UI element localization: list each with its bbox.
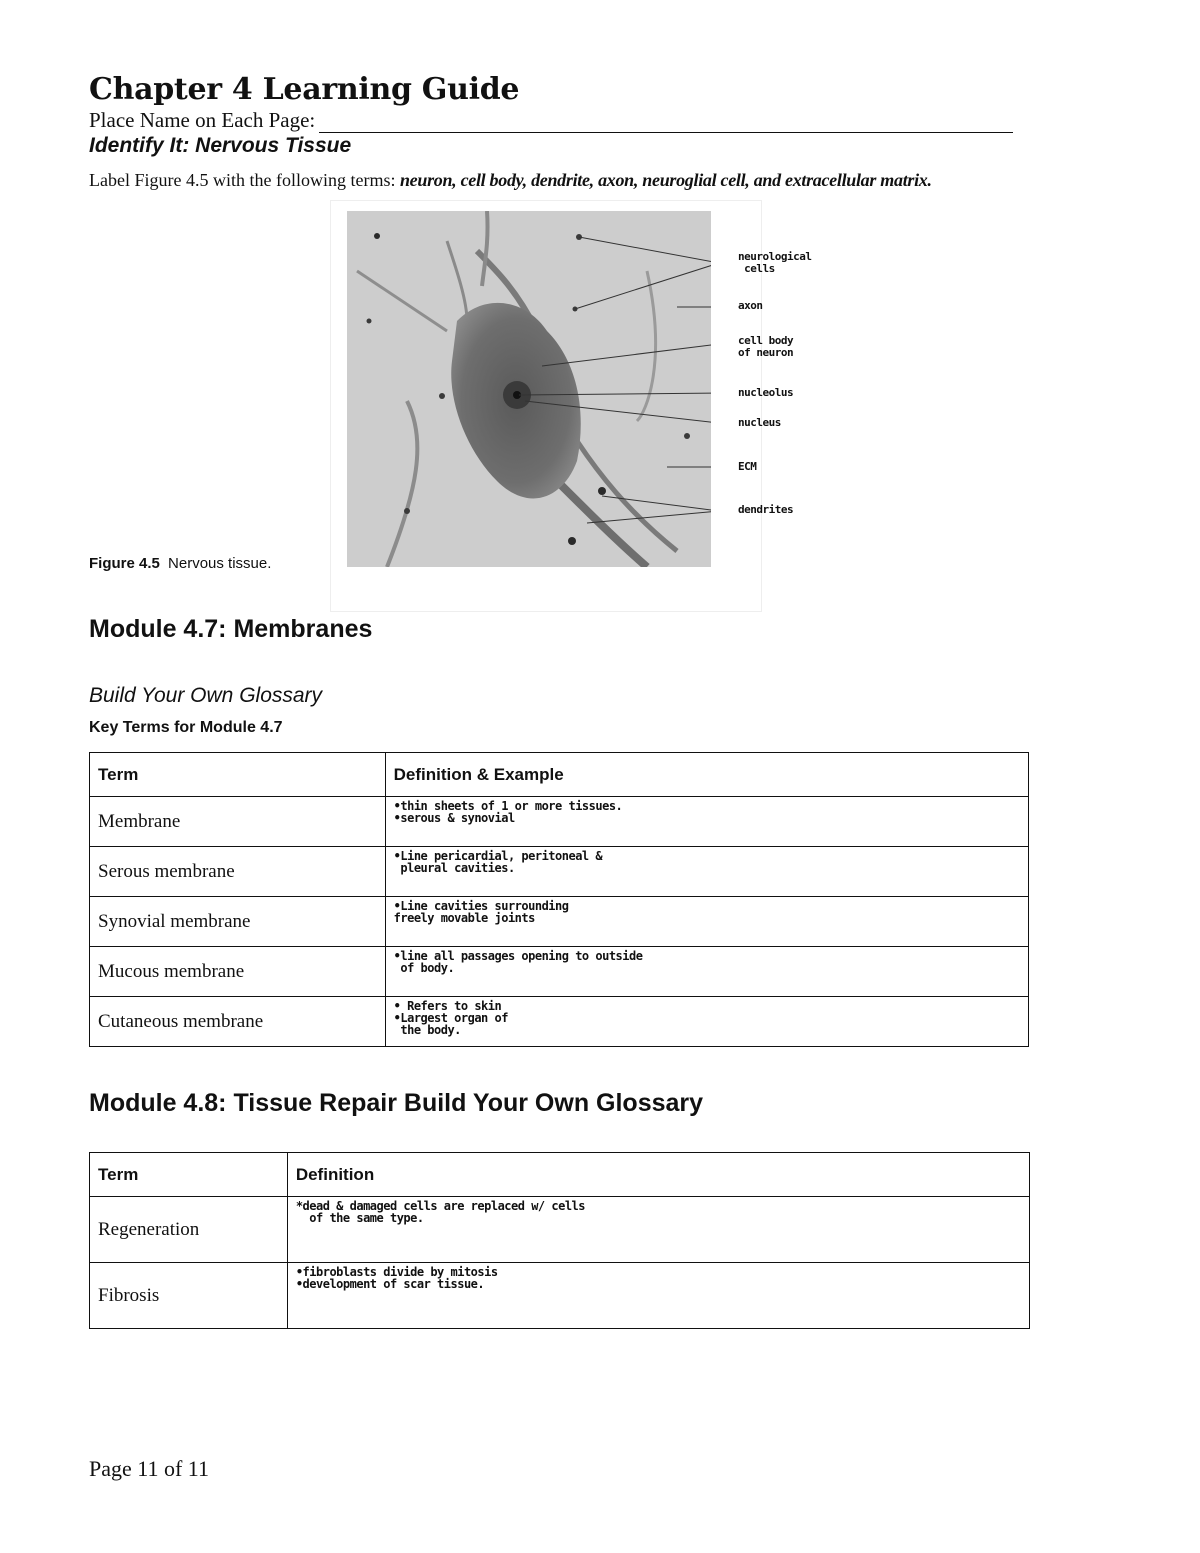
definition-cell[interactable] <box>385 947 1028 997</box>
page-number: Page 11 of 11 <box>89 1456 209 1481</box>
table-header-row <box>90 753 1029 797</box>
term-cell: Synovial membrane <box>90 897 386 947</box>
definition-line: •Line pericardial, peritoneal & <box>393 849 603 863</box>
name-line <box>89 108 1013 133</box>
definition-column-header: Definition <box>287 1153 1029 1197</box>
definition-cell[interactable] <box>287 1263 1029 1329</box>
glossary-title: Build Your Own Glossary <box>89 684 323 707</box>
term-cell: Membrane <box>90 797 386 847</box>
nervous-tissue-micrograph <box>347 211 711 567</box>
figure-label-neuroglial: neurological cells <box>738 250 812 275</box>
term-cell: Fibrosis <box>90 1263 288 1329</box>
table-row <box>90 947 1029 997</box>
definition-line: pleural cavities. <box>393 861 515 875</box>
figure-label-cell-body: cell body of neuron <box>738 334 794 359</box>
figure-label-dendrites: dendrites <box>738 503 794 516</box>
definition-line: freely movable joints <box>393 911 535 925</box>
definition-cell[interactable] <box>385 997 1028 1047</box>
instruction-terms: neuron, cell body, dendrite, axon, neuroglial cell, and extracellular matrix. <box>399 170 932 190</box>
definition-line: of the same type. <box>295 1211 424 1225</box>
figure-label-ecm: ECM <box>738 460 757 473</box>
definition-line: of body. <box>393 961 455 975</box>
definition-cell[interactable] <box>385 847 1028 897</box>
table-row <box>90 997 1029 1047</box>
definition-line: •fibroblasts divide by mitosis <box>295 1265 498 1279</box>
definition-cell[interactable] <box>287 1197 1029 1263</box>
definition-cell[interactable] <box>385 897 1028 947</box>
name-blank[interactable] <box>319 110 1013 133</box>
table-header-row <box>90 1153 1030 1197</box>
term-column-header: Term <box>90 1153 288 1197</box>
definition-line: •development of scar tissue. <box>295 1277 485 1291</box>
term-cell: Cutaneous membrane <box>90 997 386 1047</box>
term-column-header: Term <box>90 753 386 797</box>
membranes-glossary-table <box>89 752 1029 1047</box>
name-prompt: Place Name on Each Page: <box>89 108 316 132</box>
section-title: Identify It: Nervous Tissue <box>89 134 352 157</box>
figure-label-axon: axon <box>738 299 763 312</box>
table-row <box>90 1263 1030 1329</box>
instruction-prefix: Label Figure 4.5 with the following terms: <box>89 170 396 190</box>
module-4-8-heading: Module 4.8: Tissue Repair Build Your Own Glossary <box>89 1089 704 1117</box>
figure-caption-text: Nervous tissue. <box>168 555 272 572</box>
term-cell: Regeneration <box>90 1197 288 1263</box>
definition-line: •line all passages opening to outside <box>393 949 643 963</box>
table-row <box>90 897 1029 947</box>
module-4-7-heading: Module 4.7: Membranes <box>89 615 373 643</box>
definition-line: the body. <box>393 1023 461 1037</box>
definition-column-header: Definition & Example <box>385 753 1028 797</box>
table-row <box>90 1197 1030 1263</box>
definition-line: •thin sheets of 1 or more tissues. <box>393 799 623 813</box>
table-row <box>90 797 1029 847</box>
term-cell: Serous membrane <box>90 847 386 897</box>
definition-line: •Largest organ of <box>393 1011 508 1025</box>
figure-caption <box>89 555 271 572</box>
definition-line: •Line cavities surrounding <box>393 899 569 913</box>
figure-label-nucleolus: nucleolus <box>738 386 794 399</box>
page-title: Chapter 4 Learning Guide <box>89 72 520 107</box>
tissue-repair-glossary-table <box>89 1152 1030 1329</box>
definition-line: *dead & damaged cells are replaced w/ cells <box>295 1199 585 1213</box>
figure-number: Figure 4.5 <box>89 555 160 572</box>
term-cell: Mucous membrane <box>90 947 386 997</box>
definition-line: •serous & synovial <box>393 811 515 825</box>
key-terms-title: Key Terms for Module 4.7 <box>89 719 283 736</box>
definition-line: • Refers to skin <box>393 999 502 1013</box>
table-row <box>90 847 1029 897</box>
definition-cell[interactable] <box>385 797 1028 847</box>
figure-label-nucleus: nucleus <box>738 416 781 429</box>
instruction <box>89 170 932 191</box>
